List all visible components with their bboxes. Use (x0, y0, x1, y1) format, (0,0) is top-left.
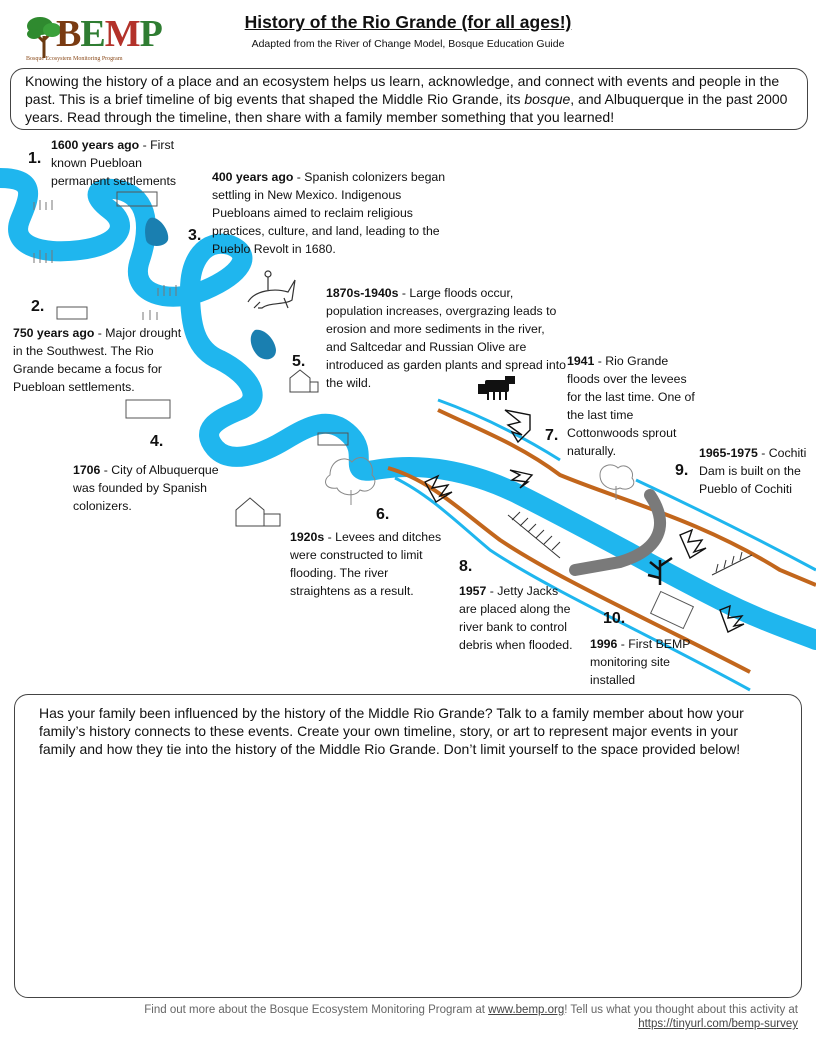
timeline-number-5: 5. (292, 353, 306, 370)
intro-text-end: , and Albuquerque in the past 2000 years. Read through the timeline, then share with a family member something that you learned! (25, 91, 788, 125)
page-subtitle: Adapted from the River of Change Model, Bosque Education Guide (251, 38, 565, 50)
family-prompt-text: Has your family been influenced by the history of the Middle Rio Grande? Talk to a family member about how your family’s history connects to these events. Create your own timeline, story, or art to represent major events in your family and how they tie into the history of the Middle Rio Grande. Don’t limit yourself to the space provided below! (39, 705, 744, 757)
intro-italic-word: bosque (524, 91, 571, 107)
timeline-number-3: 3. (188, 227, 202, 244)
intro-text-start: Knowing the history of a place and an ecosystem helps us learn, acknowledge, and connect with events and people in the past. This is a brief timeline of big events that shaped the Middle Rio Grande, its (25, 73, 780, 107)
timeline-number-9: 9. (675, 462, 689, 479)
pond-upper (145, 218, 168, 246)
timeline-event-3: 400 years ago - Spanish colonizers began settling in New Mexico. Indigenous Puebloans aimed to reclaim religious practices, culture, and land, leading to the Pueblo Revolt in 1680. (212, 170, 446, 256)
footer-text-start: Find out more about the Bosque Ecosystem Monitoring Program at (144, 1004, 489, 1016)
timeline-event-7: 1941 - Rio Grande floods over the levees for the last time. One of the last time Cottonwoods sprout naturally. (567, 354, 695, 458)
timeline-event-5: 1870s-1940s - Large floods occur, population increases, overgrazing leads to erosion and more sediments in the river, and Saltcedar and Russian Olive are introduced as garden plants and spread into the wild. (326, 286, 566, 390)
timeline-number-8: 8. (459, 558, 473, 575)
timeline-event-10: 1996 - First BEMP monitoring site installed (590, 637, 691, 687)
timeline-number-2: 2. (31, 298, 45, 315)
timeline-event-1: 1600 years ago - First known Puebloan permanent settlements (51, 138, 177, 188)
timeline-number-6: 6. (376, 506, 390, 523)
timeline-number-10: 10. (603, 610, 626, 627)
family-activity-box[interactable] (14, 694, 802, 998)
timeline-number-1: 1. (28, 150, 42, 167)
survey-link[interactable]: https://tinyurl.com/bemp-survey (638, 1018, 798, 1030)
timeline-event-2: 750 years ago - Major drought in the Southwest. The Rio Grande became a focus for Puebloan settlements. (13, 326, 182, 394)
bemp-website-link[interactable]: www.bemp.org (488, 1004, 565, 1016)
footer (78, 1003, 798, 1031)
page-title: History of the Rio Grande (for all ages!) (244, 12, 572, 32)
timeline-event-6: 1920s - Levees and ditches were constructed to limit flooding. The river straightens as a result. (290, 530, 442, 598)
timeline-number-7: 7. (545, 427, 559, 444)
pond-lower (251, 330, 276, 360)
footer-text-middle: ! Tell us what you thought about this activity at (564, 1004, 798, 1016)
timeline-event-8: 1957 - Jetty Jacks are placed along the river bank to control debris when flooded. (459, 584, 573, 652)
timeline-event-4: 1706 - City of Albuquerque was founded by Spanish colonizers. (73, 463, 219, 513)
logo-subtitle: Bosque Ecosystem Monitoring Program (26, 56, 123, 62)
logo-wordmark: BEMP (56, 13, 162, 55)
timeline-number-4: 4. (150, 433, 164, 450)
intro-box (10, 68, 808, 130)
ditch-upper (438, 400, 560, 460)
horse-rider-icon (248, 271, 295, 308)
timeline-event-9: 1965-1975 - Cochiti Dam is built on the Pueblo of Cochiti (699, 446, 807, 496)
